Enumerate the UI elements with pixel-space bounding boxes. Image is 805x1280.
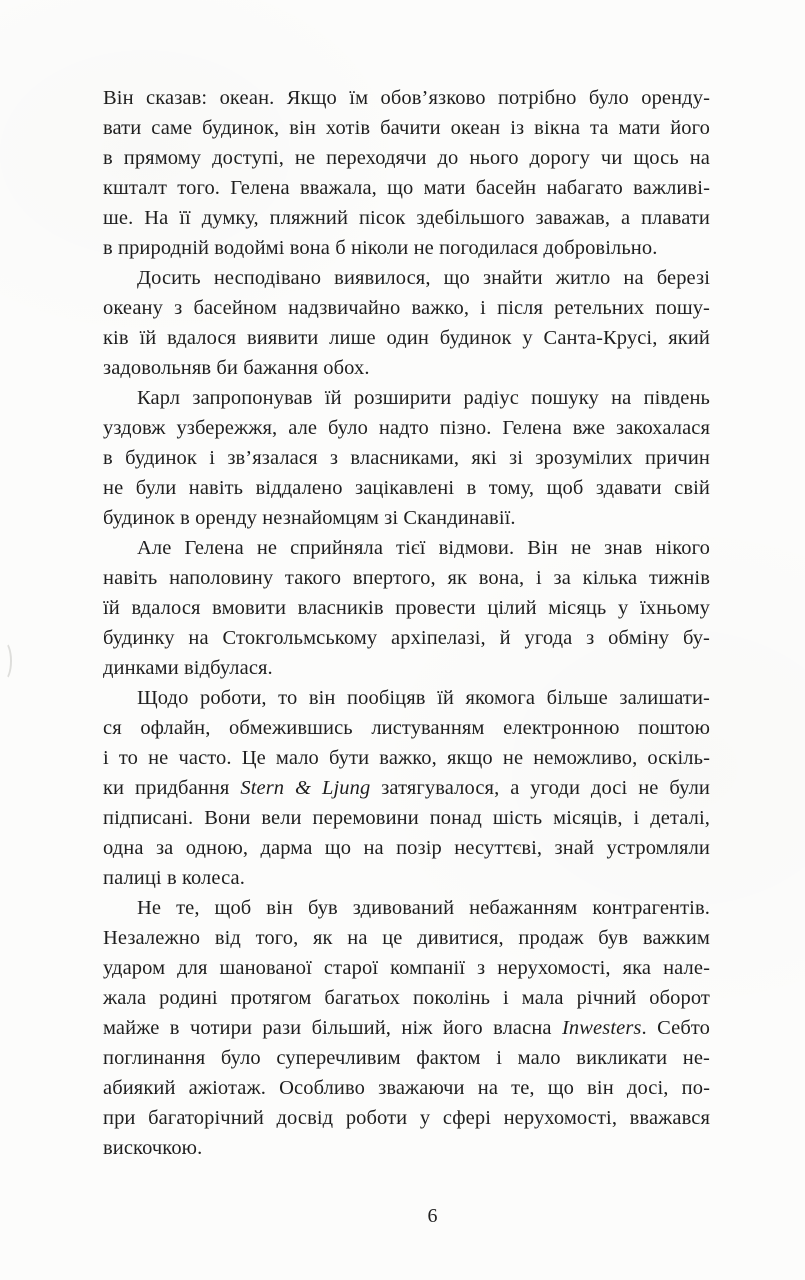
text-segment: уздовж узбережжя, але було надто пізно. Гелена вже закохалася [103,417,710,439]
text-segment: ше. На її думку, пляжний пісок здебільшого заважав, а плавати [103,207,710,229]
text-line [103,263,710,293]
text-line [103,863,710,893]
text-segment: кшталт того. Гелена вважала, що мати басейн набагато важливі- [103,177,710,199]
text-line [103,743,710,773]
text-line [103,683,710,713]
text-segment: Щодо роботи, то він пообіцяв їй якомога більше залишати- [137,687,710,709]
text-segment: . Себто [641,1017,711,1039]
paragraph [103,383,710,533]
text-segment: в природній водоймі вона б ніколи не погодилася добровільно. [103,237,658,259]
text-segment: ків їй вдалося виявити лише один будинок у Санта-Крусі, який [103,327,710,349]
text-segment: в будинок і зв’язалася з власниками, які зі зрозумілих причин [103,447,710,469]
text-line [103,443,710,473]
text-segment: Карл запропонував їй розширити радіус пошуку на південь [137,387,710,409]
text-segment: поглинання було суперечливим фактом і мало викликати не- [103,1047,710,1069]
text-line [103,383,710,413]
text-segment: Але Гелена не сприйняла тієї відмови. Він не знав нікого [137,537,710,559]
text-line [103,1073,710,1103]
text-segment: Незалежно від того, як на це дивитися, продаж був важким [103,927,710,949]
text-line [103,1013,710,1043]
text-line [103,533,710,563]
text-line [103,983,710,1013]
text-line [103,143,710,173]
text-segment: океану з басейном надзвичайно важко, і після ретельних пошу- [103,297,710,319]
text-line [103,413,710,443]
text-segment: динками відбулася. [103,657,273,679]
text-segment: задовольняв би бажання обох. [103,357,370,379]
text-line [103,323,710,353]
text-segment: підписані. Вони вели перемовини понад шість місяців, і деталі, [103,807,710,829]
text-line [103,833,710,863]
text-line [103,1103,710,1133]
scan-artifact [0,641,12,681]
text-line [103,623,710,653]
text-segment: абиякий ажіотаж. Особливо зважаючи на те, що він досі, по- [103,1077,710,1099]
text-line [103,473,710,503]
text-line [103,893,710,923]
text-segment: палиці в колеса. [103,867,245,889]
italic-text-segment: Stern & Ljung [240,777,371,799]
text-segment: їй вдалося вмовити власників провести цілий місяць у їхньому [103,597,710,619]
text-segment: Не те, щоб він був здивований небажанням контрагентів. [137,897,710,919]
text-segment: ударом для шанованої старої компанії з нерухомості, яка нале- [103,957,710,979]
text-line [103,173,710,203]
text-segment: навіть наполовину такого впертого, як вона, і за кілька тижнів [103,567,710,589]
text-line [103,593,710,623]
text-segment: жала родині протягом багатьох поколінь і мала річний оборот [103,987,710,1009]
text-segment: вати саме будинок, він хотів бачити океан із вікна та мати його [103,117,710,139]
page-text [103,83,710,1163]
text-segment: вискочкою. [103,1137,203,1159]
text-line [103,923,710,953]
text-segment: при багаторічний досвід роботи у сфері нерухомості, вважався [103,1107,710,1129]
text-line [103,1043,710,1073]
text-line [103,353,710,383]
paragraph [103,83,710,263]
page-number: 6 [427,1205,438,1227]
text-segment: будинку на Стокгольмському архіпелазі, й угода з обміну бу- [103,627,710,649]
text-segment: не були навіть віддалено зацікавлені в тому, щоб здавати свій [103,477,710,499]
text-line [103,773,710,803]
text-line [103,113,710,143]
text-line [103,653,710,683]
text-line [103,83,710,113]
paragraph [103,683,710,893]
text-segment: затягувалося, а угоди досі не були [370,777,710,799]
text-line [103,713,710,743]
text-segment: в прямому доступі, не переходячи до нього дорогу чи щось на [103,147,710,169]
text-segment: ки придбання [103,777,241,799]
text-segment: і то не часто. Це мало бути важко, якщо не неможливо, оскіль- [103,747,710,769]
paragraph [103,533,710,683]
italic-text-segment: Inwesters [562,1017,642,1039]
text-line [103,803,710,833]
paragraph [103,893,710,1163]
text-segment: ся офлайн, обмежившись листуванням електронною поштою [103,717,710,739]
text-line [103,953,710,983]
text-line [103,503,710,533]
text-line [103,1133,710,1163]
text-segment: Досить несподівано виявилося, що знайти житло на березі [137,267,710,289]
text-line [103,293,710,323]
text-line [103,233,710,263]
text-segment: майже в чотири рази більший, ніж його власна [103,1017,562,1039]
text-line [103,203,710,233]
text-segment: Він сказав: океан. Якщо їм обов’язково потрібно було оренду- [103,87,710,109]
text-segment: одна за одною, дарма що на позір несуттєві, знай устромляли [103,837,710,859]
text-segment: будинок в оренду незнайомцям зі Скандинавії. [103,507,516,529]
paragraph [103,263,710,383]
text-line [103,563,710,593]
